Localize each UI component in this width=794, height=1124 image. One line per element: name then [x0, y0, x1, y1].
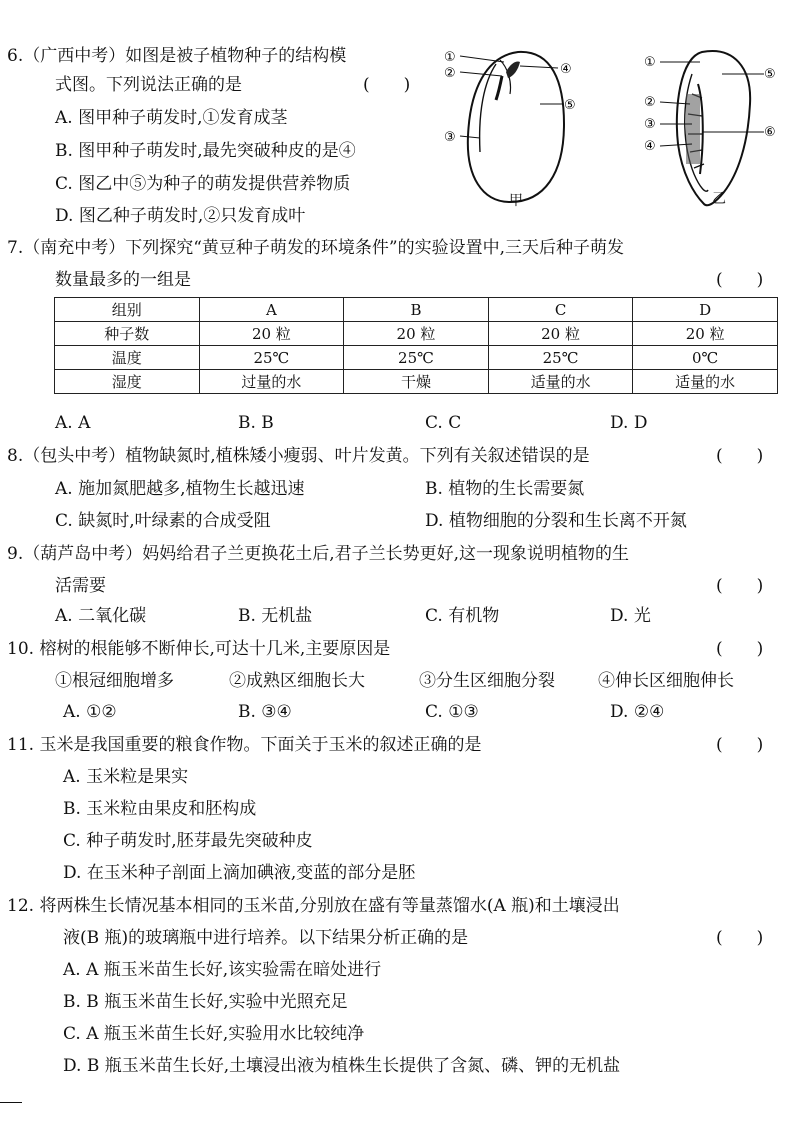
- q7-option-d: D. D: [610, 413, 648, 433]
- yi-label-4: ④: [644, 139, 656, 154]
- table-row: [55, 346, 778, 370]
- table-cell: B: [344, 298, 489, 322]
- q11-answer-paren: ( ): [716, 735, 764, 755]
- table-row: [55, 370, 778, 394]
- q9-option-b: B. 无机盐: [238, 606, 313, 626]
- q12-answer-paren: ( ): [716, 928, 764, 948]
- q7-stem-line2: 数量最多的一组是: [55, 270, 191, 290]
- q6-option-c: C. 图乙中⑤为种子的萌发提供营养物质: [55, 174, 351, 194]
- q9-option-d: D. 光: [610, 606, 651, 626]
- table-cell: 湿度: [55, 370, 200, 394]
- q12-option-c: C. A 瓶玉米苗生长好,实验用水比较纯净: [63, 1024, 365, 1044]
- table-cell: 适量的水: [633, 370, 778, 394]
- q8-option-c: C. 缺氮时,叶绿素的合成受阻: [55, 511, 271, 531]
- jia-label-2: ②: [444, 66, 456, 81]
- q11-option-a: A. 玉米粒是果实: [63, 767, 189, 787]
- q10-option-d: D. ②④: [610, 702, 665, 722]
- q7-option-c: C. C: [425, 413, 462, 433]
- table-cell: 0℃: [633, 346, 778, 370]
- table-cell: 干燥: [344, 370, 489, 394]
- q6-answer-paren: ( ): [363, 75, 411, 95]
- table-cell: 25℃: [199, 346, 344, 370]
- q10-options: [55, 700, 775, 724]
- q8-stem: 8.（包头中考）植物缺氮时,植株矮小瘦弱、叶片发黄。下列有关叙述错误的是: [7, 446, 590, 466]
- q10-option-c: C. ①③: [425, 702, 479, 722]
- q8-answer-paren: ( ): [716, 446, 764, 466]
- q6-option-a: A. 图甲种子萌发时,①发育成茎: [55, 108, 288, 128]
- jia-label-3: ③: [444, 130, 456, 145]
- experiment-table: [54, 297, 778, 394]
- q6-option-b: B. 图甲种子萌发时,最先突破种皮的是④: [55, 141, 356, 161]
- footer-rule: [0, 1102, 22, 1103]
- table-cell: 种子数: [55, 322, 200, 346]
- table-cell: 25℃: [488, 346, 633, 370]
- q10-answer-paren: ( ): [716, 639, 764, 659]
- q7-answer-paren: ( ): [716, 270, 764, 290]
- jia-label-1: ①: [444, 50, 456, 65]
- q11-option-d: D. 在玉米种子剖面上滴加碘液,变蓝的部分是胚: [63, 863, 416, 883]
- q7-options: [55, 411, 775, 435]
- q9-option-a: A. 二氧化碳: [55, 606, 147, 626]
- q10-statement-2: ②成熟区细胞长大: [229, 671, 365, 691]
- q11-option-b: B. 玉米粒由果皮和胚构成: [63, 799, 257, 819]
- q8-options-row1: [55, 477, 775, 501]
- seed-diagram-jia: [440, 42, 600, 212]
- q6-stem-line2: 式图。下列说法正确的是: [55, 75, 242, 95]
- table-header-row: [55, 298, 778, 322]
- table-cell: C: [488, 298, 633, 322]
- q9-answer-paren: ( ): [716, 576, 764, 596]
- q10-statement-3: ③分生区细胞分裂: [419, 671, 555, 691]
- table-cell: D: [633, 298, 778, 322]
- yi-label-5: ⑤: [764, 67, 776, 82]
- q11-option-c: C. 种子萌发时,胚芽最先突破种皮: [63, 831, 313, 851]
- table-cell: 25℃: [344, 346, 489, 370]
- table-cell: 20 粒: [199, 322, 344, 346]
- q7-option-b: B. B: [238, 413, 274, 433]
- table-cell: 20 粒: [344, 322, 489, 346]
- q9-options: [55, 604, 775, 628]
- yi-label-2: ②: [644, 95, 656, 110]
- yi-label-6: ⑥: [764, 125, 776, 140]
- q12-option-b: B. B 瓶玉米苗生长好,实验中光照充足: [63, 992, 348, 1012]
- q8-options-row2: [55, 509, 775, 533]
- table-cell: 过量的水: [199, 370, 344, 394]
- q10-statement-4: ④伸长区细胞伸长: [598, 671, 734, 691]
- q7-option-a: A. A: [55, 413, 91, 433]
- q9-stem-line2: 活需要: [55, 576, 106, 596]
- q12-stem-line1: 12. 将两株生长情况基本相同的玉米苗,分别放在盛有等量蒸馏水(A 瓶)和土壤浸出: [7, 896, 620, 916]
- q12-option-a: A. A 瓶玉米苗生长好,该实验需在暗处进行: [63, 960, 382, 980]
- q10-statements: [55, 669, 775, 693]
- table-cell: 20 粒: [488, 322, 633, 346]
- jia-label-4: ④: [560, 62, 572, 77]
- q12-option-d: D. B 瓶玉米苗生长好,土壤浸出液为植株生长提供了含氮、磷、钾的无机盐: [63, 1056, 621, 1076]
- table-cell: 20 粒: [633, 322, 778, 346]
- q6-stem-line1: 6.（广西中考）如图是被子植物种子的结构模: [7, 46, 347, 66]
- q8-option-b: B. 植物的生长需要氮: [425, 479, 585, 499]
- table-cell: 组别: [55, 298, 200, 322]
- table-cell: 适量的水: [488, 370, 633, 394]
- q12-stem-line2: 液(B 瓶)的玻璃瓶中进行培养。以下结果分析正确的是: [63, 928, 469, 948]
- table-cell: A: [199, 298, 344, 322]
- q10-option-a: A. ①②: [63, 702, 117, 722]
- q8-option-a: A. 施加氮肥越多,植物生长越迅速: [55, 479, 305, 499]
- figure-caption-jia: 甲: [509, 193, 523, 209]
- table-row: [55, 322, 778, 346]
- q9-option-c: C. 有机物: [425, 606, 500, 626]
- q9-stem-line1: 9.（葫芦岛中考）妈妈给君子兰更换花土后,君子兰长势更好,这一现象说明植物的生: [7, 544, 630, 564]
- yi-label-3: ③: [644, 117, 656, 132]
- jia-label-5: ⑤: [564, 98, 576, 113]
- yi-label-1: ①: [644, 55, 656, 70]
- q6-option-d: D. 图乙种子萌发时,②只发育成叶: [55, 206, 306, 226]
- q10-option-b: B. ③④: [238, 702, 292, 722]
- q10-stem: 10. 榕树的根能够不断伸长,可达十几米,主要原因是: [7, 639, 391, 659]
- q10-statement-1: ①根冠细胞增多: [55, 671, 174, 691]
- q11-stem: 11. 玉米是我国重要的粮食作物。下面关于玉米的叙述正确的是: [7, 735, 482, 755]
- table-cell: 温度: [55, 346, 200, 370]
- q7-stem-line1: 7.（南充中考）下列探究“黄豆种子萌发的环境条件”的实验设置中,三天后种子萌发: [7, 238, 625, 258]
- figure-caption-yi: 乙: [712, 191, 726, 207]
- q8-option-d: D. 植物细胞的分裂和生长离不开氮: [425, 511, 687, 531]
